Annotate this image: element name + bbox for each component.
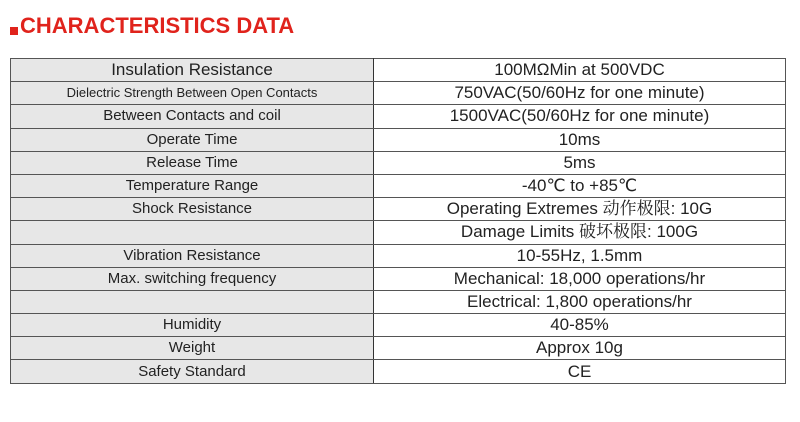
row-value: 10ms xyxy=(374,128,786,151)
table-row xyxy=(11,267,786,290)
table-row xyxy=(11,59,786,82)
row-label: Release Time xyxy=(11,151,374,174)
row-label: Humidity xyxy=(11,314,374,337)
row-value: 5ms xyxy=(374,151,786,174)
row-value: 10-55Hz, 1.5mm xyxy=(374,244,786,267)
characteristics-table xyxy=(10,58,786,384)
table-row xyxy=(11,151,786,174)
row-value: Damage Limits 破坏极限: 100G xyxy=(374,221,786,244)
section-title: CHARACTERISTICS DATA xyxy=(20,13,295,38)
table-row xyxy=(11,314,786,337)
row-value: 100MΩMin at 500VDC xyxy=(374,59,786,82)
row-label: Safety Standard xyxy=(11,360,374,383)
table-row xyxy=(11,128,786,151)
table-row xyxy=(11,221,786,244)
row-value: -40℃ to +85℃ xyxy=(374,174,786,197)
row-value: Operating Extremes 动作极限: 10G xyxy=(374,198,786,221)
row-value: 750VAC(50/60Hz for one minute) xyxy=(374,82,786,105)
row-label: Between Contacts and coil xyxy=(11,105,374,128)
row-value: Approx 10g xyxy=(374,337,786,360)
row-label xyxy=(11,221,374,244)
row-value: Electrical: 1,800 operations/hr xyxy=(374,290,786,313)
row-value: 1500VAC(50/60Hz for one minute) xyxy=(374,105,786,128)
table-row xyxy=(11,198,786,221)
row-label: Dielectric Strength Between Open Contacts xyxy=(11,82,374,105)
section-heading xyxy=(10,10,294,42)
row-label: Shock Resistance xyxy=(11,198,374,221)
square-bullet-icon xyxy=(10,27,18,35)
row-label: Temperature Range xyxy=(11,174,374,197)
row-value: 40-85% xyxy=(374,314,786,337)
table-row xyxy=(11,174,786,197)
table-row xyxy=(11,105,786,128)
row-label: Vibration Resistance xyxy=(11,244,374,267)
row-label xyxy=(11,290,374,313)
row-value: CE xyxy=(374,360,786,383)
table-row xyxy=(11,244,786,267)
row-value: Mechanical: 18,000 operations/hr xyxy=(374,267,786,290)
table-row xyxy=(11,82,786,105)
table-row xyxy=(11,337,786,360)
row-label: Operate Time xyxy=(11,128,374,151)
row-label: Weight xyxy=(11,337,374,360)
row-label: Max. switching frequency xyxy=(11,267,374,290)
table-row xyxy=(11,360,786,383)
table-row xyxy=(11,290,786,313)
row-label: Insulation Resistance xyxy=(11,59,374,82)
